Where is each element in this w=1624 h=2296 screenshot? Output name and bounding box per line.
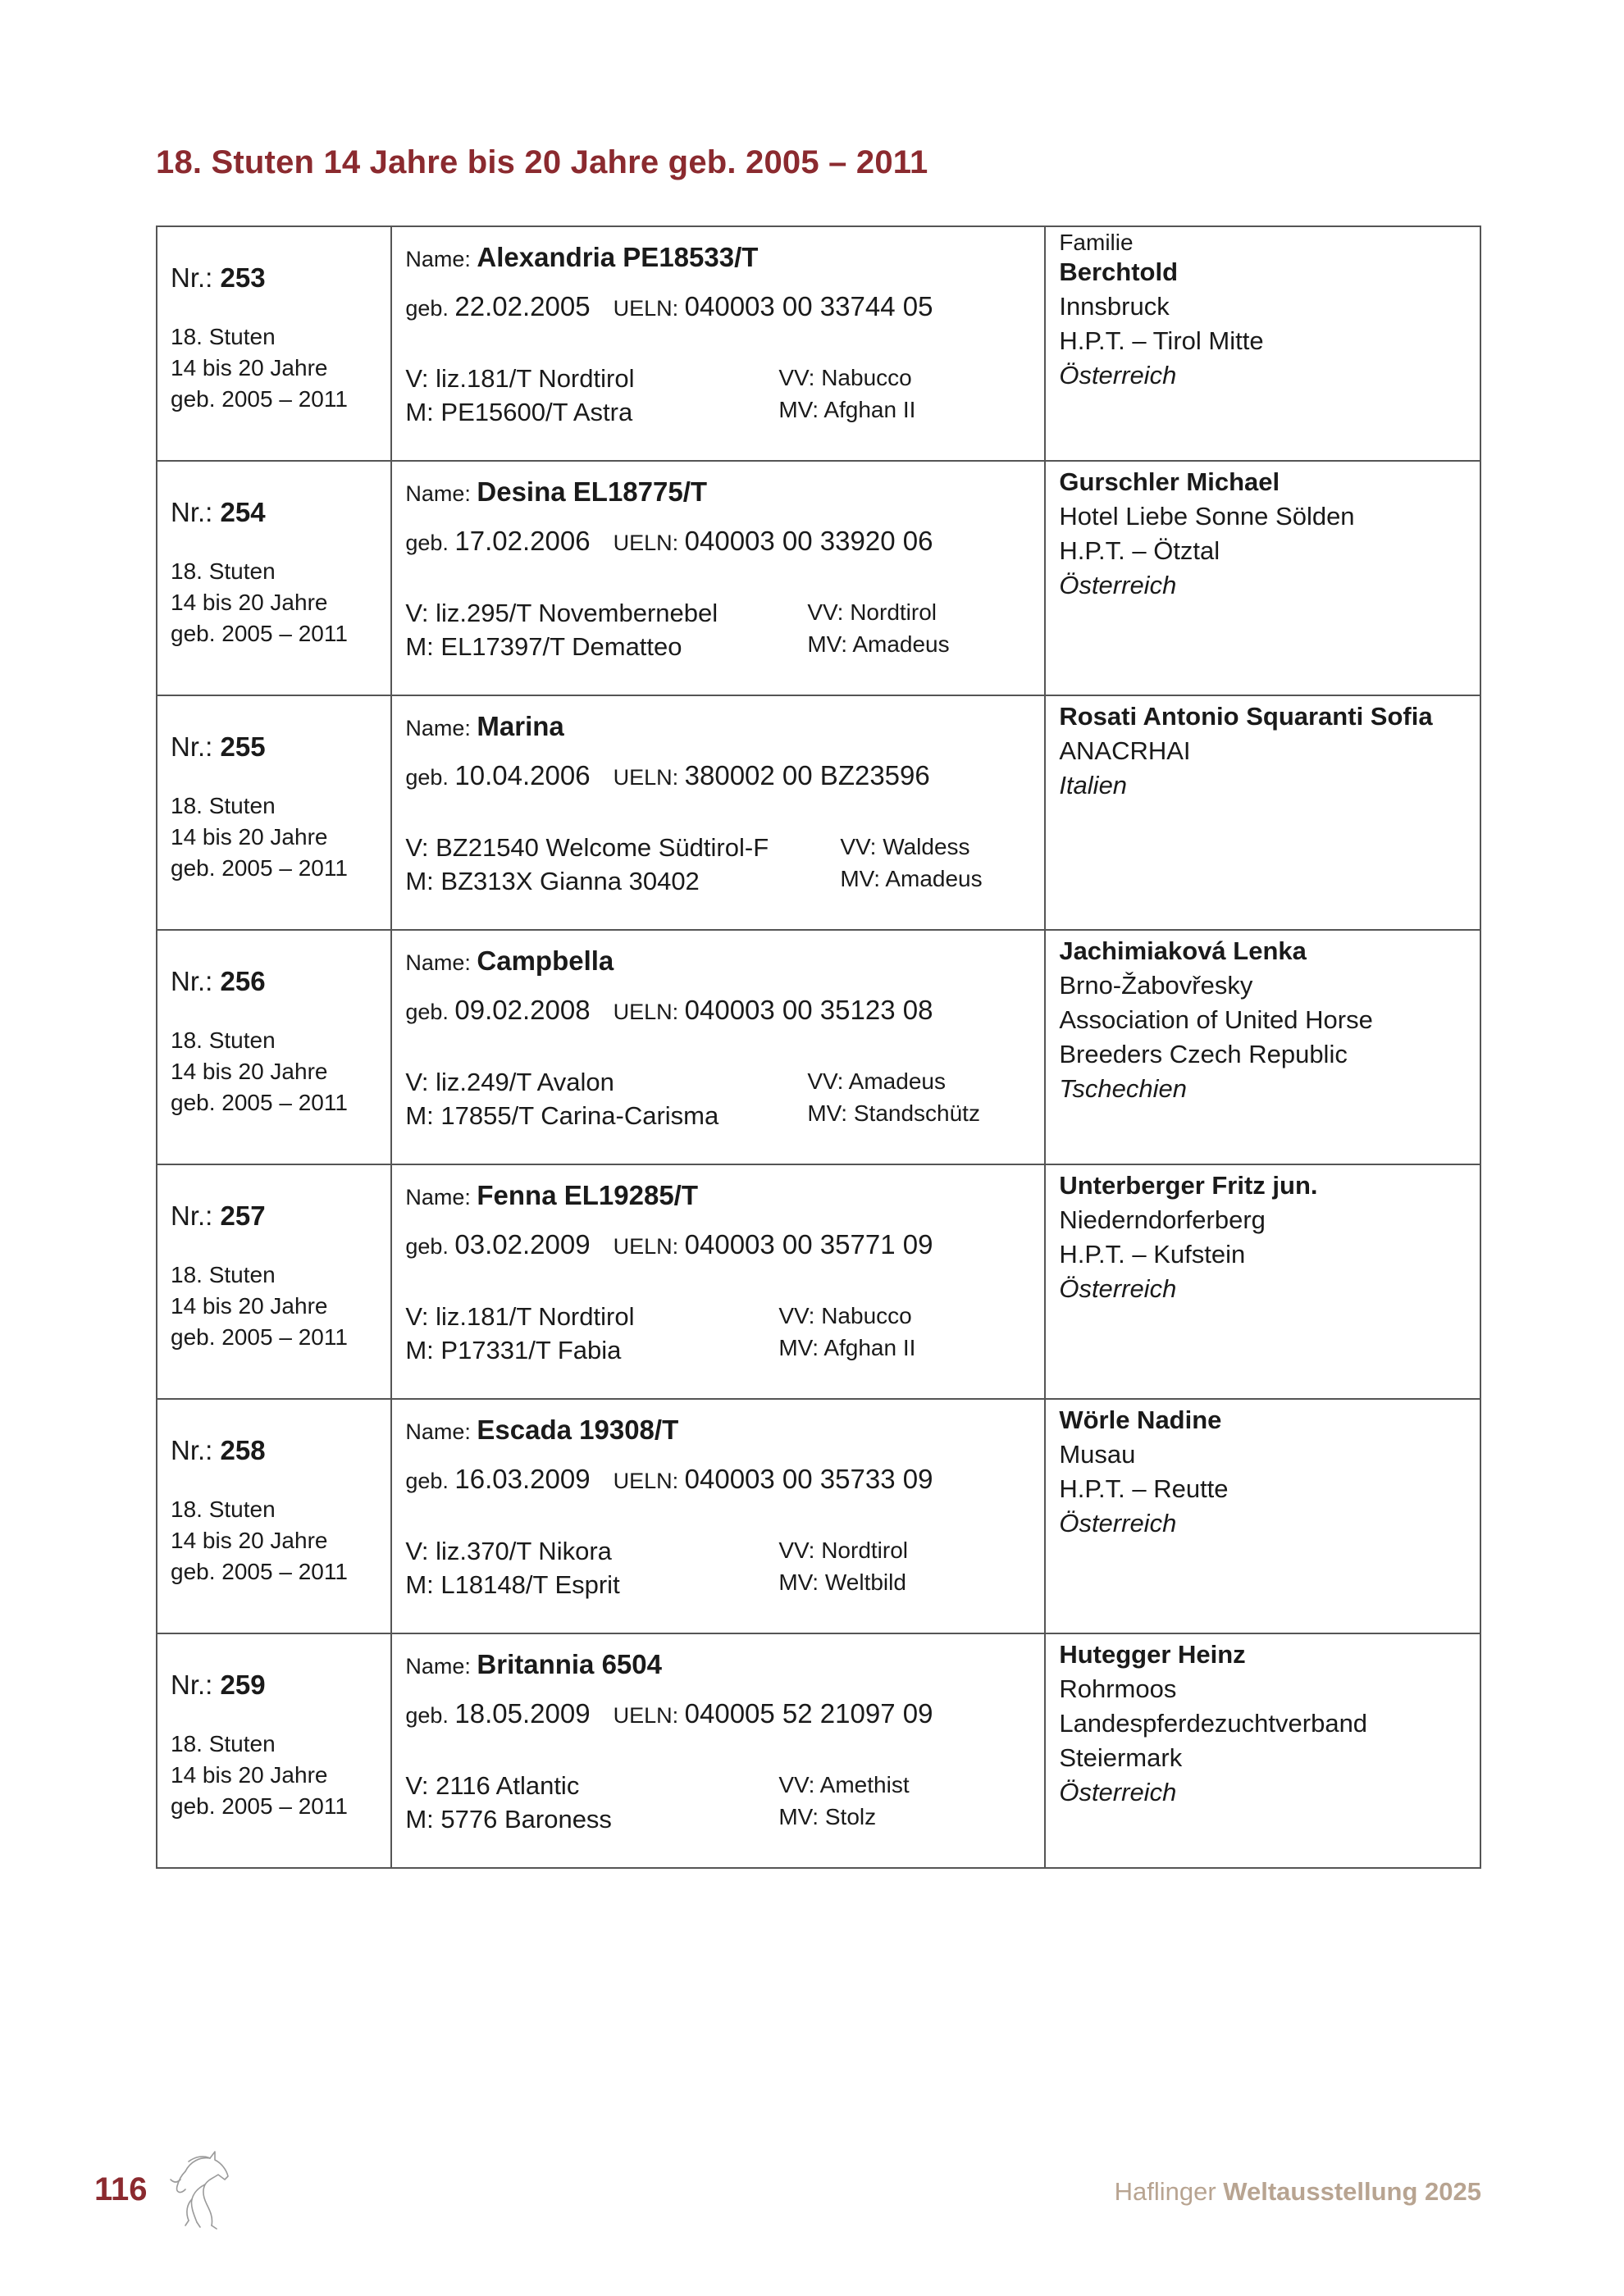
entry-number-cell [157, 930, 391, 1164]
class-line: 18. Stuten [171, 324, 276, 349]
sire-of-dam: MV: Amadeus [840, 866, 983, 891]
nr-label: Nr.: [171, 1435, 213, 1465]
entry-number-cell [157, 1633, 391, 1868]
owner-line: H.P.T. – Tirol Mitte [1059, 326, 1264, 355]
entry-number [171, 497, 390, 528]
name-label: Name: [405, 716, 471, 740]
geb-label: geb. [405, 1000, 449, 1024]
geb-label: geb. [405, 765, 449, 790]
name-label: Name: [405, 1185, 471, 1210]
entry-number [171, 1435, 390, 1466]
birth-date: 09.02.2008 [454, 995, 591, 1025]
owner-info [1046, 1165, 1480, 1306]
entry-row [157, 226, 1480, 461]
name-label: Name: [405, 247, 471, 271]
entry-row [157, 695, 1480, 930]
owner-cell [1045, 1399, 1480, 1633]
horse-name: Britannia 6504 [477, 1649, 662, 1679]
class-line: 14 bis 20 Jahre [171, 1762, 328, 1788]
parents [405, 831, 840, 898]
entry-class [171, 790, 390, 884]
horse-name: Desina EL18775/T [477, 476, 708, 507]
entries-body [157, 226, 1480, 1868]
ueln-label: UELN: [613, 765, 679, 790]
ueln-label: UELN: [613, 1469, 679, 1493]
entry-details-cell [391, 1164, 1045, 1399]
footer-title [1115, 2177, 1481, 2207]
class-line: 14 bis 20 Jahre [171, 355, 328, 380]
sire-of-sire: VV: Nabucco [778, 365, 912, 390]
nr-label: Nr.: [171, 731, 213, 762]
sire-of-dam: MV: Afghan II [778, 1335, 916, 1360]
sire-of-sire: VV: Nordtirol [778, 1538, 909, 1563]
class-line: geb. 2005 – 2011 [171, 1559, 348, 1584]
geb-label: geb. [405, 1703, 449, 1728]
entry-details-cell [391, 226, 1045, 461]
class-line: 18. Stuten [171, 1027, 276, 1053]
entry-number-cell [157, 695, 391, 930]
owner-name: Hutegger Heinz [1059, 1640, 1246, 1669]
owner-prefix: Familie [1059, 230, 1134, 255]
entry-number-cell [157, 1164, 391, 1399]
parents [405, 596, 807, 663]
parents [405, 1065, 807, 1132]
owner-line: H.P.T. – Ötztal [1059, 536, 1220, 565]
sire-of-dam: MV: Standschütz [807, 1100, 980, 1126]
owner-name: Jachimiaková Lenka [1059, 936, 1307, 965]
birth-line [405, 1698, 1044, 1729]
owner-line: Musau [1059, 1440, 1136, 1469]
dam: M: P17331/T Fabia [405, 1336, 622, 1364]
class-line: 14 bis 20 Jahre [171, 590, 328, 615]
sire: V: 2116 Atlantic [405, 1771, 580, 1800]
owner-country: Österreich [1059, 361, 1177, 390]
geb-label: geb. [405, 1469, 449, 1493]
entry-number [171, 1200, 390, 1232]
sire-of-sire: VV: Waldess [840, 834, 970, 859]
name-label: Name: [405, 950, 471, 975]
owner-name: Unterberger Fritz jun. [1059, 1171, 1318, 1200]
sire-of-sire: VV: Nordtirol [807, 599, 937, 625]
name-label: Name: [405, 481, 471, 506]
owner-line: Rohrmoos [1059, 1674, 1177, 1703]
dam: M: BZ313X Gianna 30402 [405, 867, 700, 895]
horse-name-line [405, 945, 1044, 977]
ueln-value: 040003 00 35771 09 [684, 1229, 933, 1260]
birth-date: 17.02.2006 [454, 526, 591, 556]
owner-name: Gurschler Michael [1059, 467, 1280, 496]
parents [405, 1769, 778, 1836]
pedigree [405, 596, 1044, 663]
owner-cell [1045, 695, 1480, 930]
owner-line: H.P.T. – Reutte [1059, 1474, 1229, 1503]
nr-value: 256 [220, 966, 266, 996]
dam: M: EL17397/T Dematteo [405, 632, 682, 661]
owner-country: Tschechien [1059, 1074, 1188, 1103]
entry-row [157, 461, 1480, 695]
grandsires [807, 596, 949, 663]
class-line: geb. 2005 – 2011 [171, 1090, 348, 1115]
nr-value: 257 [220, 1200, 266, 1231]
sire: V: liz.370/T Nikora [405, 1537, 612, 1565]
entry-number-cell [157, 1399, 391, 1633]
horse-name-line [405, 1414, 1044, 1446]
pedigree [405, 831, 1044, 898]
entry-class [171, 1025, 390, 1118]
entry-class [171, 1494, 390, 1588]
entry-class [171, 1260, 390, 1353]
owner-country: Österreich [1059, 571, 1177, 599]
class-line: geb. 2005 – 2011 [171, 386, 348, 412]
nr-label: Nr.: [171, 966, 213, 996]
class-line: 18. Stuten [171, 1262, 276, 1287]
grandsires [778, 1300, 915, 1367]
owner-country: Österreich [1059, 1274, 1177, 1303]
parents [405, 1534, 778, 1601]
birth-line [405, 526, 1044, 557]
dam: M: PE15600/T Astra [405, 398, 633, 426]
sire-of-sire: VV: Amadeus [807, 1068, 946, 1094]
owner-info [1046, 931, 1480, 1106]
class-line: 14 bis 20 Jahre [171, 824, 328, 850]
sire: V: liz.295/T Novembernebel [405, 599, 718, 627]
dam: M: L18148/T Esprit [405, 1570, 620, 1599]
nr-value: 258 [220, 1435, 266, 1465]
owner-line: Association of United Horse [1059, 1005, 1373, 1034]
pedigree [405, 1534, 1044, 1601]
horse-name: Fenna EL19285/T [477, 1180, 698, 1210]
class-line: geb. 2005 – 2011 [171, 1324, 348, 1350]
owner-info [1046, 1634, 1480, 1810]
entries-table [156, 226, 1481, 1869]
owner-cell [1045, 226, 1480, 461]
owner-name: Rosati Antonio Squaranti Sofia [1059, 702, 1433, 731]
birth-date: 18.05.2009 [454, 1698, 591, 1729]
sire-of-sire: VV: Nabucco [778, 1303, 912, 1328]
sire: V: liz.181/T Nordtirol [405, 1302, 635, 1331]
sire-of-dam: MV: Weltbild [778, 1569, 906, 1595]
entry-class [171, 321, 390, 415]
parents [405, 1300, 778, 1367]
owner-info [1046, 227, 1480, 393]
grandsires [840, 831, 982, 898]
owner-info [1046, 696, 1480, 803]
owner-cell [1045, 930, 1480, 1164]
horse-name-line [405, 476, 1044, 508]
sire-of-dam: MV: Stolz [778, 1804, 877, 1829]
ueln-label: UELN: [613, 296, 679, 321]
class-line: 14 bis 20 Jahre [171, 1059, 328, 1084]
nr-label: Nr.: [171, 1670, 213, 1700]
ueln-value: 040003 00 35123 08 [684, 995, 933, 1025]
footer-brand: Haflinger [1114, 2177, 1216, 2206]
owner-country: Österreich [1059, 1509, 1177, 1538]
birth-line [405, 1229, 1044, 1260]
entry-number-cell [157, 461, 391, 695]
horse-name-line [405, 1180, 1044, 1211]
birth-date: 03.02.2009 [454, 1229, 591, 1260]
entry-row [157, 1164, 1480, 1399]
class-line: geb. 2005 – 2011 [171, 621, 348, 646]
class-line: 14 bis 20 Jahre [171, 1293, 328, 1319]
entry-row [157, 1633, 1480, 1868]
owner-cell [1045, 1164, 1480, 1399]
nr-label: Nr.: [171, 1200, 213, 1231]
pedigree [405, 362, 1044, 429]
nr-label: Nr.: [171, 262, 213, 293]
horse-name: Campbella [477, 945, 614, 976]
birth-date: 16.03.2009 [454, 1464, 591, 1494]
class-line: 18. Stuten [171, 793, 276, 818]
name-label: Name: [405, 1419, 471, 1444]
owner-cell [1045, 461, 1480, 695]
entry-number-cell [157, 226, 391, 461]
entry-details-cell [391, 461, 1045, 695]
ueln-label: UELN: [613, 531, 679, 555]
footer-event: Weltausstellung 2025 [1223, 2177, 1481, 2206]
geb-label: geb. [405, 531, 449, 555]
parents [405, 362, 778, 429]
sire-of-sire: VV: Amethist [778, 1772, 910, 1797]
class-line: 18. Stuten [171, 558, 276, 584]
ueln-value: 040003 00 33744 05 [684, 291, 933, 321]
horse-name-line [405, 711, 1044, 742]
dam: M: 17855/T Carina-Carisma [405, 1101, 719, 1130]
ueln-label: UELN: [613, 1703, 679, 1728]
horse-name-line [405, 1649, 1044, 1680]
entry-number [171, 1670, 390, 1701]
entry-details-cell [391, 1399, 1045, 1633]
ueln-value: 380002 00 BZ23596 [684, 760, 930, 790]
nr-value: 255 [220, 731, 266, 762]
section-heading: 18. Stuten 14 Jahre bis 20 Jahre geb. 2005 – 2011 [156, 144, 928, 180]
owner-info [1046, 1400, 1480, 1541]
geb-label: geb. [405, 296, 449, 321]
entry-class [171, 556, 390, 649]
dam: M: 5776 Baroness [405, 1805, 612, 1834]
entry-row [157, 930, 1480, 1164]
owner-cell [1045, 1633, 1480, 1868]
class-line: geb. 2005 – 2011 [171, 1793, 348, 1819]
birth-date: 22.02.2005 [454, 291, 591, 321]
birth-line [405, 1464, 1044, 1495]
geb-label: geb. [405, 1234, 449, 1259]
owner-country: Italien [1059, 771, 1128, 800]
owner-line: Innsbruck [1059, 292, 1170, 321]
owner-line: Hotel Liebe Sonne Sölden [1059, 502, 1355, 531]
sire-of-dam: MV: Amadeus [807, 631, 950, 657]
ueln-value: 040005 52 21097 09 [684, 1698, 933, 1729]
owner-country: Österreich [1059, 1778, 1177, 1806]
entry-number [171, 731, 390, 763]
horse-name-line [405, 242, 1044, 273]
pedigree [405, 1300, 1044, 1367]
owner-line: Niederndorferberg [1059, 1205, 1266, 1234]
pedigree [405, 1065, 1044, 1132]
entry-number [171, 966, 390, 997]
horse-logo-icon [161, 2147, 235, 2232]
owner-info [1046, 462, 1480, 603]
ueln-value: 040003 00 35733 09 [684, 1464, 933, 1494]
owner-line: Brno-Žabovřesky [1059, 971, 1253, 1000]
birth-date: 10.04.2006 [454, 760, 591, 790]
sire: V: BZ21540 Welcome Südtirol-F [405, 833, 769, 862]
nr-label: Nr.: [171, 497, 213, 527]
owner-line: H.P.T. – Kufstein [1059, 1240, 1246, 1269]
ueln-value: 040003 00 33920 06 [684, 526, 933, 556]
class-line: 14 bis 20 Jahre [171, 1528, 328, 1553]
owner-line: Breeders Czech Republic [1059, 1040, 1348, 1068]
ueln-label: UELN: [613, 1234, 679, 1259]
sire-of-dam: MV: Afghan II [778, 397, 916, 422]
entry-class [171, 1729, 390, 1822]
horse-name: Marina [477, 711, 564, 741]
sire: V: liz.249/T Avalon [405, 1068, 614, 1096]
class-line: 18. Stuten [171, 1731, 276, 1756]
owner-line: ANACRHAI [1059, 736, 1191, 765]
owner-name: Wörle Nadine [1059, 1405, 1222, 1434]
entry-details-cell [391, 1633, 1045, 1868]
name-label: Name: [405, 1654, 471, 1679]
entry-row [157, 1399, 1480, 1633]
birth-line [405, 995, 1044, 1026]
pedigree [405, 1769, 1044, 1836]
sire: V: liz.181/T Nordtirol [405, 364, 635, 393]
class-line: geb. 2005 – 2011 [171, 855, 348, 881]
entry-details-cell [391, 930, 1045, 1164]
grandsires [807, 1065, 980, 1132]
horse-name: Escada 19308/T [477, 1414, 679, 1445]
class-line: 18. Stuten [171, 1496, 276, 1522]
entry-number [171, 262, 390, 294]
birth-line [405, 760, 1044, 791]
grandsires [778, 1534, 908, 1601]
nr-value: 254 [220, 497, 266, 527]
page-number: 116 [94, 2171, 148, 2207]
owner-name: Berchtold [1059, 257, 1179, 286]
nr-value: 259 [220, 1670, 266, 1700]
birth-line [405, 291, 1044, 322]
entry-details-cell [391, 695, 1045, 930]
nr-value: 253 [220, 262, 266, 293]
grandsires [778, 362, 915, 429]
horse-name: Alexandria PE18533/T [477, 242, 759, 272]
grandsires [778, 1769, 909, 1836]
owner-line: Landespferdezuchtverband [1059, 1709, 1368, 1738]
owner-line: Steiermark [1059, 1743, 1183, 1772]
ueln-label: UELN: [613, 1000, 679, 1024]
